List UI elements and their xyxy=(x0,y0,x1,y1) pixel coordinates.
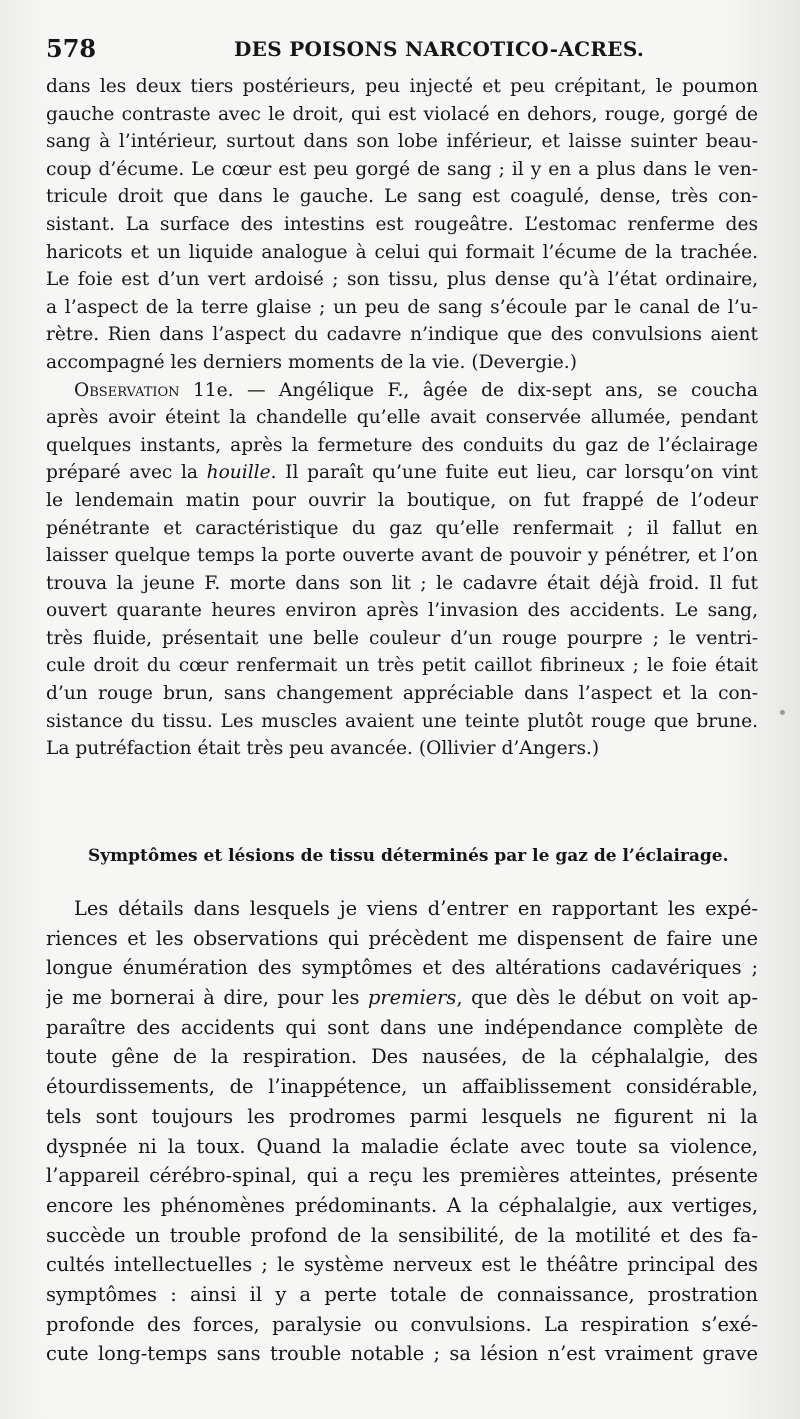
text-line: encore les phénomènes prédominants. A la céphalalgie, aux vertiges, xyxy=(46,1193,758,1217)
text-line: pénétrante et caractéristique du gaz qu’elle renfermait ; il fallut en xyxy=(46,517,758,539)
text-fragment: , que dès le début on voit ap- xyxy=(456,986,758,1010)
section-text-block xyxy=(46,894,758,1369)
text-line: cute long-temps sans trouble notable ; sa lésion n’est vraiment grave xyxy=(46,1342,758,1366)
text-line: Les détails dans lesquels je viens d’entrer en rapportant les expé- xyxy=(74,897,758,920)
text-line: d’un rouge brun, sans changement appréciable dans l’aspect et la con- xyxy=(46,683,758,705)
text-line: symptômes : ainsi il y a perte totale de connaissance, prostration xyxy=(46,1282,758,1306)
text-line: très fluide, présentait une belle couleur d’un rouge pourpre ; le ventri- xyxy=(46,627,758,649)
text-line: La putréfaction était très peu avancée. (Ollivier d’Angers.) xyxy=(46,738,600,760)
observation-number: 11e. xyxy=(192,379,234,401)
text-line: étourdissements, de l’inappétence, un affaiblissement considérable, xyxy=(46,1075,758,1099)
observation-heading-line xyxy=(46,377,758,405)
emphasis-premiers: premiers xyxy=(367,986,457,1010)
text-line: ouvert quarante heures environ après l’invasion des accidents. Le sang, xyxy=(46,600,758,622)
margin-dot xyxy=(780,710,785,715)
text-line: riences et les observations qui précèdent me dispensent de faire une xyxy=(46,926,758,950)
text-fragment: préparé avec la xyxy=(46,462,198,484)
text-line: haricots et un liquide analogue à celui qui formait l’écume de la trachée. xyxy=(46,241,758,263)
observation-text-block xyxy=(46,73,758,763)
text-line: sistant. La surface des intestins est rougeâtre. L’estomac renferme des xyxy=(46,213,758,235)
text-line: quelques instants, après la fermeture des conduits du gaz de l’éclairage xyxy=(46,434,758,456)
text-line: succède un trouble profond de la sensibilité, de la motilité et des fa- xyxy=(46,1223,758,1247)
text-line: toute gêne de la respiration. Des nausées, de la céphalalgie, des xyxy=(46,1045,758,1069)
text-line: rètre. Rien dans l’aspect du cadavre n’indique que des convulsions aient xyxy=(46,324,758,346)
text-line: cule droit du cœur renfermait un très petit caillot fibrineux ; le foie était xyxy=(46,655,758,677)
text-line: cultés intellectuelles ; le système nerveux est le théâtre principal des xyxy=(46,1253,758,1277)
text-line: trouva la jeune F. morte dans son lit ; le cadavre était déjà froid. Il fut xyxy=(46,572,758,594)
text-line: Le foie est d’un vert ardoisé ; son tissu, plus dense qu’à l’état ordinaire, xyxy=(46,269,758,291)
text-line: laisser quelque temps la porte ouverte avant de pouvoir y pénétrer, et l’on xyxy=(46,545,758,567)
text-line: dyspnée ni la toux. Quand la maladie éclate avec toute sa violence, xyxy=(46,1134,758,1158)
page-header xyxy=(46,34,766,66)
text-line xyxy=(46,459,758,487)
text-line: l’appareil cérébro-spinal, qui a reçu les premières atteintes, présente xyxy=(46,1164,758,1188)
text-line: profonde des forces, paralysie ou convulsions. La respiration s’exé- xyxy=(46,1312,758,1336)
text-line: tricule droit que dans le gauche. Le sang est coagulé, dense, très con- xyxy=(46,186,758,208)
text-line: tels sont toujours les prodromes parmi lesquels ne figurent ni la xyxy=(46,1104,758,1128)
text-line: accompagné les derniers moments de la vie. (Devergie.) xyxy=(46,351,577,373)
text-line: coup d’écume. Le cœur est peu gorgé de sang ; il y en a plus dans le ven- xyxy=(46,158,758,180)
running-title: DES POISONS NARCOTICO-ACRES. xyxy=(234,37,645,61)
text-line: sang à l’intérieur, surtout dans son lobe inférieur, et laisse suinter beau- xyxy=(46,131,758,153)
text-line: gauche contraste avec le droit, qui est violacé en dehors, rouge, gorgé de xyxy=(46,103,758,125)
emphasis-houille: houille xyxy=(206,462,271,484)
text-line: dans les deux tiers postérieurs, peu injecté et peu crépitant, le poumon xyxy=(46,76,758,97)
section-title: Symptômes et lésions de tissu déterminés par le gaz de l’éclairage. xyxy=(88,846,729,866)
observation-label: Observation xyxy=(74,379,180,401)
text-line: après avoir éteint la chandelle qu’elle avait conservée allumée, pendant xyxy=(46,407,758,429)
text-line: sistance du tissu. Les muscles avaient une teinte plutôt rouge que brune. xyxy=(46,710,758,732)
text-line: a l’aspect de la terre glaise ; un peu de sang s’écoule par le canal de l’u- xyxy=(46,296,758,318)
text-fragment: . Il paraît qu’une fuite eut lieu, car lorsqu’on vint xyxy=(270,462,758,484)
text-fragment: je me bornerai à dire, pour les xyxy=(46,986,360,1010)
text-line: paraître des accidents qui sont dans une indépendance complète de xyxy=(46,1015,758,1039)
text-line xyxy=(46,983,758,1013)
text-line: le lendemain matin pour ouvrir la boutique, on fut frappé de l’odeur xyxy=(46,489,758,511)
text-line: longue énumération des symptômes et des altérations cadavériques ; xyxy=(46,956,758,980)
observation-first-line: — Angélique F., âgée de dix-sept ans, se coucha xyxy=(246,379,758,401)
page-number: 578 xyxy=(46,34,97,63)
